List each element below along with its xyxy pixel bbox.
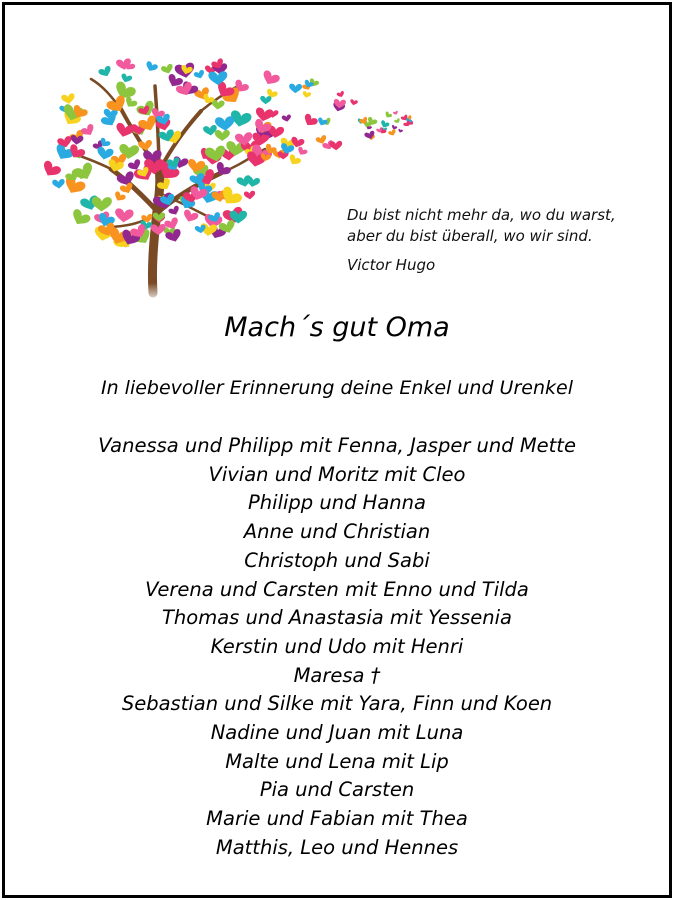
family-name-line: Thomas und Anastasia mit Yessenia: [162, 606, 512, 630]
heart-icon: [316, 117, 328, 127]
family-name-line: Philipp und Hanna: [248, 491, 426, 515]
family-name-line: Verena und Carsten mit Enno und Tilda: [145, 577, 529, 601]
quote-author: Victor Hugo: [347, 256, 436, 274]
quote-line-2: aber du bist überall, wo wir sind.: [347, 227, 593, 245]
heart-icon: [350, 99, 359, 106]
heart-icon: [144, 61, 158, 74]
heart-icon: [215, 116, 235, 132]
heart-icon: [398, 129, 403, 134]
heart-icon: [384, 111, 393, 119]
family-name-line: Nadine und Juan mit Luna: [210, 721, 464, 745]
heart-icon: [336, 91, 345, 99]
heart-icon: [204, 145, 227, 163]
heart-icon: [260, 96, 271, 105]
heart-icon: [160, 63, 174, 75]
family-name-line: Kerstin und Udo mit Henri: [210, 634, 464, 658]
heart-icon: [193, 69, 206, 80]
family-name-line: Marie und Fabian mit Thea: [206, 807, 468, 831]
quote-line-1: Du bist nicht mehr da, wo du warst,: [347, 206, 616, 224]
heart-icon: [91, 197, 112, 212]
heart-icon: [244, 191, 256, 200]
heart-icon: [289, 83, 302, 93]
heart-icon: [114, 208, 134, 223]
heart-icon: [388, 129, 397, 137]
family-name-line: Vivian und Moritz mit Cleo: [208, 462, 466, 486]
quote-block: [347, 205, 647, 276]
heart-icon: [98, 65, 113, 79]
heart-icon: [302, 91, 311, 99]
family-name-line: Pia und Carsten: [259, 778, 415, 802]
family-name-line: Matthis, Leo und Hennes: [215, 835, 459, 859]
family-name-line: Sebastian und Silke mit Yara, Finn und Koen: [121, 692, 553, 716]
family-name-line: Christoph und Sabi: [244, 548, 430, 572]
heart-icon: [113, 191, 127, 204]
family-names-list: [0, 432, 674, 863]
heart-icon: [287, 154, 302, 168]
heart-icon: [61, 93, 76, 105]
heart-icon: [80, 123, 97, 138]
heart-icon: [281, 114, 291, 122]
notice-title: Mach´s gut Oma: [224, 312, 450, 343]
heart-icon: [394, 118, 401, 125]
dedication-line: In liebevoller Erinnerung deine Enkel und Urenkel: [101, 377, 573, 399]
heart-icon: [301, 113, 318, 129]
family-name-line: Malte und Lena mit Lip: [225, 749, 449, 773]
family-name-line: Vanessa und Philipp mit Fenna, Jasper und Mette: [98, 434, 576, 457]
heart-icon: [69, 208, 92, 229]
heart-icon: [168, 205, 181, 217]
heart-icon: [260, 69, 281, 88]
family-name-line: Maresa †: [293, 663, 381, 687]
heart-icon: [296, 146, 308, 157]
heart-icon: [52, 179, 65, 189]
heart-icon: [393, 110, 399, 115]
heart-icon: [40, 160, 62, 181]
heart-icon: [329, 141, 342, 151]
heart-icon: [123, 96, 138, 110]
heart-icon: [215, 130, 230, 141]
family-name-line: Anne und Christian: [243, 520, 431, 544]
